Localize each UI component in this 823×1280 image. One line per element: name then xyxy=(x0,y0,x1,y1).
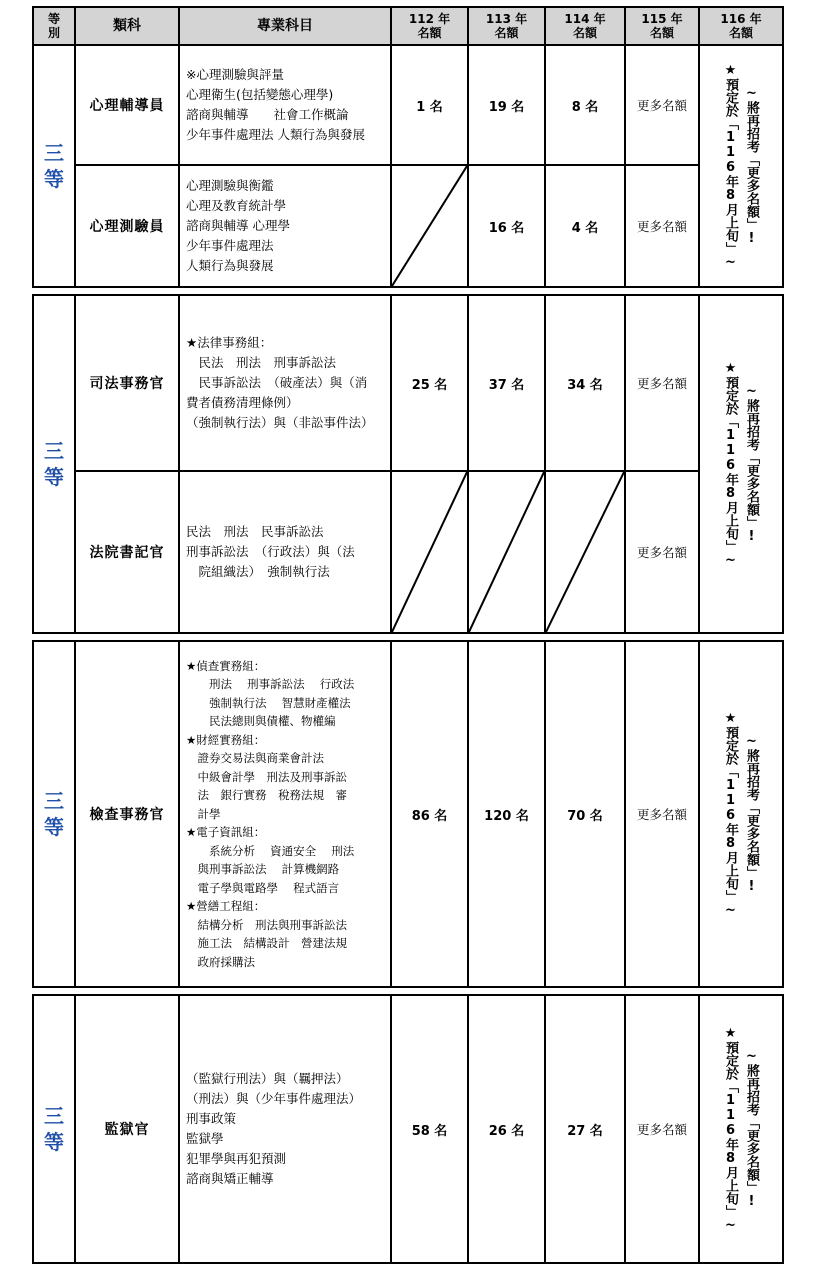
quota-112: 1 名 xyxy=(391,45,468,165)
quota-115: 更多名額 xyxy=(625,165,699,287)
category-cell: 心理測驗員 xyxy=(75,165,179,287)
table-row xyxy=(33,995,783,1263)
empty-slash-cell xyxy=(545,471,625,633)
table-row xyxy=(33,45,783,165)
quota-112: 25 名 xyxy=(391,295,468,471)
table-row xyxy=(33,471,783,633)
exam-table xyxy=(32,994,784,1264)
category-cell: 法院書記官 xyxy=(75,471,179,633)
exam-table xyxy=(32,6,784,288)
grade-cell: 三 等 xyxy=(33,641,75,987)
grade-cell: 三 等 xyxy=(33,45,75,287)
table-row xyxy=(33,641,783,987)
subjects-cell: ※心理測驗與評量 心理衛生(包括變態心理學) 諮商與輔導 社會工作概論 少年事件處理法 人類行為與發展 xyxy=(179,45,391,165)
header-113: 113 年 名額 xyxy=(468,7,545,45)
note-left: ★預定於「116年8月上旬」~ xyxy=(723,62,738,270)
note-right: ~將再招考「更多名額」! xyxy=(744,1049,759,1209)
header-112: 112 年 名額 xyxy=(391,7,468,45)
note-116 xyxy=(699,295,783,633)
grade-cell: 三 等 xyxy=(33,295,75,633)
empty-slash-cell xyxy=(391,471,468,633)
subjects-cell: 心理測驗與衡鑑 心理及教育統計學 諮商與輔導 心理學 少年事件處理法 人類行為與發展 xyxy=(179,165,391,287)
header-115: 115 年 名額 xyxy=(625,7,699,45)
header-grade: 等 別 xyxy=(33,7,75,45)
quota-113: 19 名 xyxy=(468,45,545,165)
header-row xyxy=(33,7,783,45)
table-row xyxy=(33,295,783,471)
note-right: ~將再招考「更多名額」! xyxy=(744,734,759,894)
header-category: 類科 xyxy=(75,7,179,45)
grade-cell: 三 等 xyxy=(33,995,75,1263)
subjects-cell: （監獄行刑法）與（羈押法） （刑法）與（少年事件處理法） 刑事政策 監獄學 犯罪學與再犯預測 諮商與矯正輔導 xyxy=(179,995,391,1263)
quota-114: 34 名 xyxy=(545,295,625,471)
header-subjects: 專業科目 xyxy=(179,7,391,45)
quota-115: 更多名額 xyxy=(625,471,699,633)
category-cell: 心理輔導員 xyxy=(75,45,179,165)
category-cell: 檢查事務官 xyxy=(75,641,179,987)
note-left: ★預定於「116年8月上旬」~ xyxy=(723,1025,738,1233)
header-116: 116 年 名額 xyxy=(699,7,783,45)
category-cell: 監獄官 xyxy=(75,995,179,1263)
table-row xyxy=(33,165,783,287)
quota-113: 120 名 xyxy=(468,641,545,987)
subjects-cell: ★偵查實務組： 刑法 刑事訴訟法 行政法 強制執行法 智慧財產權法 民法總則與債權、物權編 ★財經實務組： 證券交易法與商業會計法 中級會計學 刑法及刑事訴訟 法 銀行實務 稅務法規 審 計學 ★電子資訊組： 系統分析 資通安全 刑法 與刑事訴訟法 計算機網路 電子學與電路學 程式語言 ★營繕工程組： 結構分析 刑法與刑事訴訟法 施工法 結構設計 營建法規 政府採購法 xyxy=(179,641,391,987)
note-116 xyxy=(699,995,783,1263)
quota-113: 16 名 xyxy=(468,165,545,287)
note-116 xyxy=(699,641,783,987)
quota-112: 58 名 xyxy=(391,995,468,1263)
quota-115: 更多名額 xyxy=(625,641,699,987)
quota-114: 4 名 xyxy=(545,165,625,287)
quota-115: 更多名額 xyxy=(625,995,699,1263)
empty-slash-cell xyxy=(468,471,545,633)
header-114: 114 年 名額 xyxy=(545,7,625,45)
exam-table xyxy=(32,294,784,634)
quota-115: 更多名額 xyxy=(625,45,699,165)
exam-table xyxy=(32,640,784,988)
note-116 xyxy=(699,45,783,287)
quota-114: 8 名 xyxy=(545,45,625,165)
quota-112: 86 名 xyxy=(391,641,468,987)
quota-113: 26 名 xyxy=(468,995,545,1263)
empty-slash-cell xyxy=(391,165,468,287)
note-left: ★預定於「116年8月上旬」~ xyxy=(723,710,738,918)
quota-113: 37 名 xyxy=(468,295,545,471)
subjects-cell: ★法律事務組： 民法 刑法 刑事訴訟法 民事訴訟法 （破產法）與（消 費者債務清理條例） （強制執行法）與（非訟事件法） xyxy=(179,295,391,471)
note-left: ★預定於「116年8月上旬」~ xyxy=(723,360,738,568)
quota-115: 更多名額 xyxy=(625,295,699,471)
note-right: ~將再招考「更多名額」! xyxy=(744,384,759,544)
subjects-cell: 民法 刑法 民事訴訟法 刑事訴訟法 （行政法）與（法 院組織法） 強制執行法 xyxy=(179,471,391,633)
category-cell: 司法事務官 xyxy=(75,295,179,471)
quota-114: 70 名 xyxy=(545,641,625,987)
note-right: ~將再招考「更多名額」! xyxy=(744,86,759,246)
quota-114: 27 名 xyxy=(545,995,625,1263)
